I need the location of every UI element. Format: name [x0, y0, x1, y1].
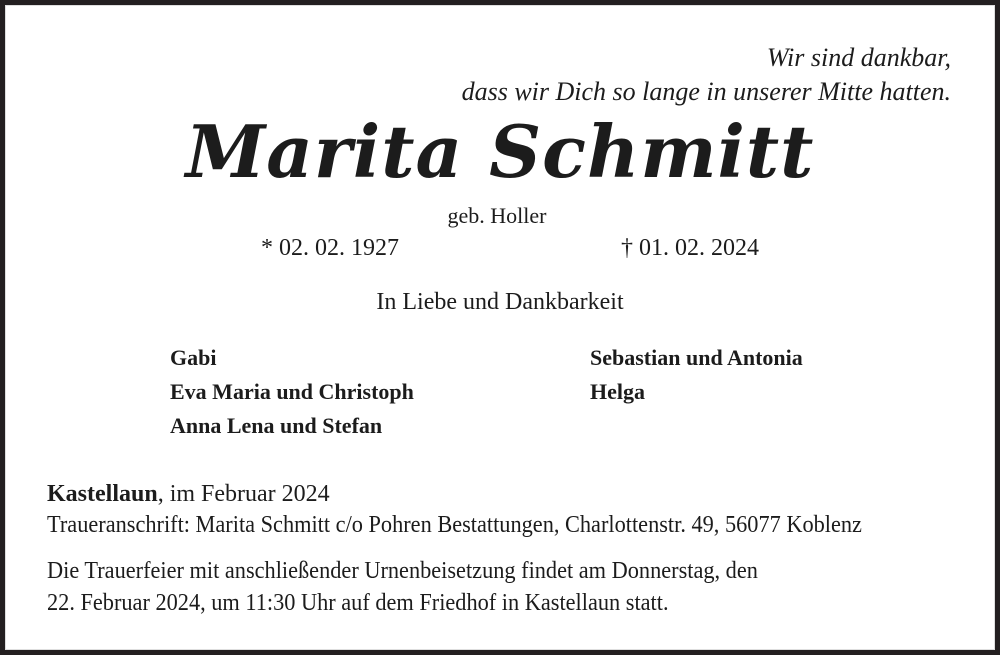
- maiden-name: geb. Holler: [447, 203, 547, 228]
- place-date-line: [47, 481, 330, 508]
- ceremony-text-2: 22. Februar 2024, um 11:30 Uhr auf dem Friedhof in Kastellaun statt.: [47, 590, 669, 616]
- death-date: † 01. 02. 2024: [621, 235, 759, 261]
- dedication-line: In Liebe und Dankbarkeit: [376, 289, 624, 315]
- mourning-address-line: [47, 512, 923, 539]
- ceremony-info-line-1: [47, 558, 811, 585]
- mourner-name: Eva Maria und Christoph: [170, 379, 414, 404]
- birth-date: * 02. 02. 1927: [261, 235, 399, 261]
- ceremony-text-1: Die Trauerfeier mit anschließender Urnenbeisetzung findet am Donnerstag, den: [47, 558, 758, 584]
- epigraph-line-1: Wir sind dankbar,: [766, 43, 951, 72]
- mourner-name: Anna Lena und Stefan: [170, 413, 383, 438]
- epigraph-line-2: dass wir Dich so lange in unserer Mitte hatten.: [461, 77, 951, 106]
- mourning-address: Traueranschrift: Marita Schmitt c/o Pohren Bestattungen, Charlottenstr. 49, 56077 Koblenz: [47, 512, 862, 538]
- mourners-right-column: [590, 341, 803, 409]
- ceremony-info-line-2: [47, 590, 715, 617]
- mourners-left-column: [170, 341, 414, 443]
- date-suffix: , im Februar 2024: [157, 481, 330, 507]
- mourner-name: Sebastian und Antonia: [590, 345, 803, 370]
- epigraph: [462, 41, 951, 109]
- mourner-name: Gabi: [170, 345, 217, 370]
- deceased-name: Marita Schmitt: [185, 109, 815, 194]
- place-name: Kastellaun: [47, 481, 158, 507]
- mourner-name: Helga: [590, 379, 645, 404]
